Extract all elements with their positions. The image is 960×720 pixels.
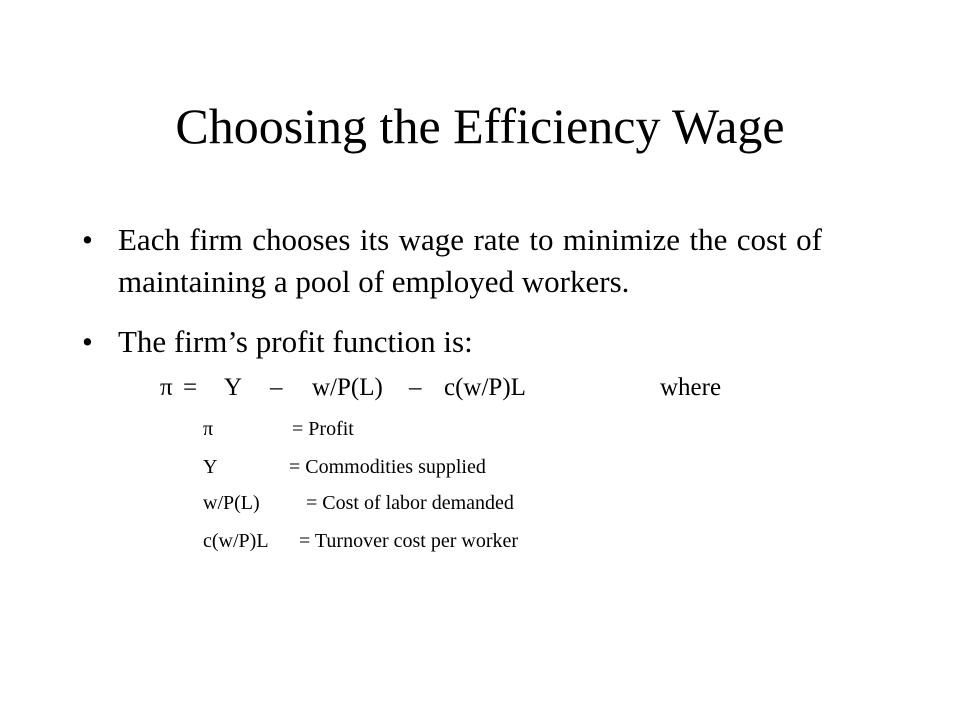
equation-y: Y — [224, 374, 243, 401]
definition-row — [0, 414, 960, 444]
definition-row — [0, 452, 960, 482]
bullet-item — [82, 219, 822, 303]
equation-pi: π — [160, 374, 173, 401]
equation-minus: – — [270, 374, 283, 401]
definition-meaning: = Turnover cost per worker — [299, 530, 519, 552]
bullet-dot: • — [82, 222, 93, 257]
definition-symbol: w/P(L) — [203, 492, 260, 514]
equation-term-turnover: c(w/P)L — [444, 374, 526, 401]
definition-meaning: = Cost of labor demanded — [306, 492, 514, 514]
bullet-dot: • — [82, 324, 93, 359]
equation-equals: = — [183, 374, 198, 401]
definition-symbol: c(w/P)L — [203, 530, 269, 552]
slide-title: Choosing the Efficiency Wage — [175, 98, 785, 154]
definition-row — [0, 488, 960, 518]
definition-symbol: π — [203, 418, 214, 440]
definition-meaning: = Commodities supplied — [289, 456, 486, 478]
definition-meaning: = Profit — [292, 418, 354, 440]
bullet-text: The firm’s profit function is: — [118, 324, 473, 359]
profit-equation — [0, 368, 960, 408]
definition-row — [0, 526, 960, 556]
bullet-item — [82, 321, 822, 363]
equation-where: where — [660, 374, 722, 401]
definition-symbol: Y — [203, 456, 218, 478]
equation-term-labor: w/P(L) — [312, 374, 383, 401]
equation-minus: – — [409, 374, 422, 401]
bullet-text: Each firm chooses its wage rate to minimize the cost of maintaining a pool of employed workers. — [118, 222, 822, 299]
